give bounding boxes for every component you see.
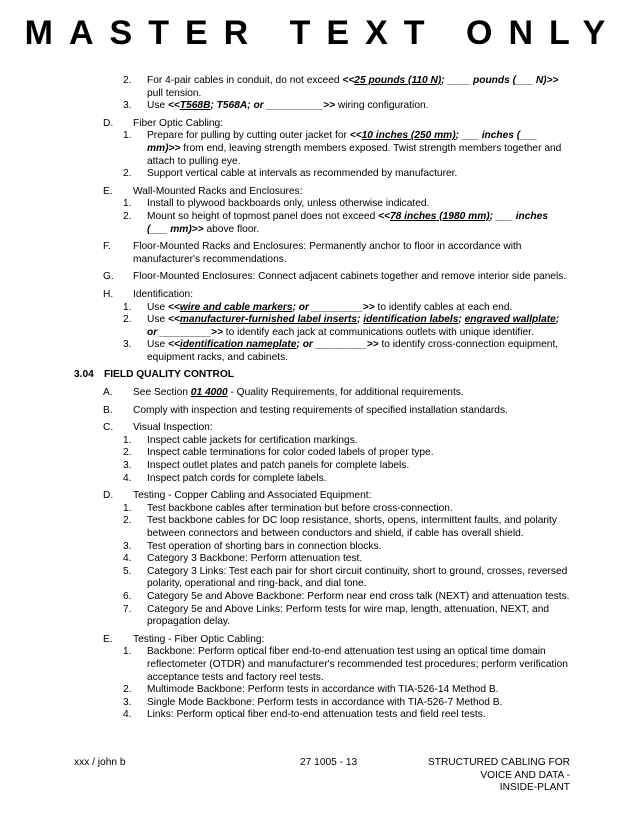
item-text [147, 447, 570, 460]
item-text [147, 566, 570, 591]
item-marker: E. [103, 633, 113, 645]
text-run: Links: Perform optical fiber end-to-end attenuation tests and field reel tests. [147, 709, 486, 721]
subparagraph-item [74, 473, 570, 486]
text-run: Inspect cable jackets for certification markings. [147, 434, 358, 446]
item-marker: 2. [123, 314, 132, 326]
item-marker: 3. [123, 540, 132, 552]
text-run: ; or _________>> [292, 301, 375, 313]
text-run: to identify cross-connection equipment, equipment racks, and cabinets. [147, 339, 559, 363]
text-run: above floor. [203, 223, 260, 235]
item-text [147, 709, 570, 722]
item-marker: 1. [123, 301, 132, 313]
subparagraph-item [74, 211, 570, 236]
footer-title-line: INSIDE-PLANT [499, 782, 570, 794]
text-run: Inspect patch cords for complete labels. [147, 472, 327, 484]
item-marker: 1. [123, 502, 132, 514]
text-run: Mount so height of topmost panel does not exceed [147, 210, 379, 222]
text-run: Inspect outlet plates and patch panels for complete labels. [147, 460, 410, 472]
item-text [147, 198, 570, 211]
text-run: Backbone: Perform optical fiber end-to-end attenuation test using an optical time domain reflectometer (OTDR) and manufacturer's recommended test procedures; perform verification acceptance tests and factory reel tests. [147, 646, 568, 683]
footer-section-title [400, 757, 570, 795]
option-text: identification nameplate [179, 339, 297, 351]
text-run: to identify cables at each end. [374, 301, 513, 313]
subparagraph-item [74, 314, 570, 339]
text-run: << [167, 339, 180, 351]
footer-title-line: STRUCTURED CABLING FOR [427, 757, 570, 768]
item-text [147, 75, 570, 100]
item-marker: 5. [123, 565, 132, 577]
item-text [147, 460, 570, 473]
subparagraph-item [74, 553, 570, 566]
option-text: identification labels [363, 314, 459, 326]
text-run: << [342, 75, 355, 86]
item-text [147, 435, 570, 448]
text-run: << [349, 130, 362, 142]
text-run: ; T568A; or __________>> [210, 100, 336, 112]
text-run: ; or _________>> [147, 314, 560, 338]
item-marker: G. [103, 271, 114, 283]
item-text [133, 118, 570, 131]
text-run: Inspect cable terminations for color coded labels of proper type. [147, 447, 434, 459]
item-text [147, 553, 570, 566]
text-run: Install to plywood backboards only, unless otherwise indicated. [147, 198, 430, 210]
item-marker: D. [103, 490, 114, 502]
item-marker: 2. [123, 168, 132, 180]
subparagraph-item [74, 604, 570, 629]
item-text [147, 168, 570, 181]
subparagraph-item [74, 646, 570, 684]
item-text [133, 405, 570, 418]
item-marker: 3. [123, 339, 132, 351]
text-run: Comply with inspection and testing requirements of specified installation standards. [133, 404, 508, 416]
item-text [133, 271, 570, 284]
text-run: ; [458, 314, 465, 326]
item-marker: 4. [123, 472, 132, 484]
item-marker: 2. [123, 447, 132, 459]
option-text: 10 inches (250 mm) [361, 130, 456, 142]
item-marker: H. [103, 288, 114, 300]
subparagraph-item [74, 198, 570, 211]
item-marker: 6. [123, 590, 132, 602]
text-run: Single Mode Backbone: Perform tests in accordance with TIA-526-7 Method B. [147, 696, 503, 708]
subparagraph-item [74, 709, 570, 722]
subparagraph-item [74, 503, 570, 516]
subparagraph-item [74, 168, 570, 181]
item-marker: F. [103, 241, 111, 253]
text-run: Use [147, 100, 168, 112]
item-marker: 2. [123, 210, 132, 222]
item-text [147, 211, 570, 236]
item-text [147, 473, 570, 486]
item-text [147, 503, 570, 516]
item-text [133, 422, 570, 435]
option-text: 25 pounds (110 N) [354, 75, 442, 86]
text-run: ; [357, 314, 364, 326]
subparagraph-item [74, 75, 570, 100]
option-text: 78 inches (1980 mm) [389, 210, 490, 222]
item-marker: 3.04 [74, 369, 94, 381]
item-text [147, 515, 570, 540]
item-marker: 3. [123, 696, 132, 708]
item-marker: 2. [123, 684, 132, 696]
text-run: Floor-Mounted Racks and Enclosures: Permanently anchor to floor in accordance with manufacturer's recommendations. [133, 241, 522, 265]
option-text: engraved wallplate [464, 314, 556, 326]
text-run: Fiber Optic Cabling: [133, 117, 224, 129]
paragraph-item [74, 118, 570, 131]
paragraph-item [74, 422, 570, 435]
item-marker: E. [103, 185, 113, 197]
item-text [147, 302, 570, 315]
subparagraph-item [74, 515, 570, 540]
text-run: Category 3 Backbone: Perform attenuation test. [147, 553, 363, 565]
text-run: ; ____ pounds (___ N)>> [441, 75, 559, 86]
subparagraph-item [74, 447, 570, 460]
item-text [104, 369, 570, 382]
item-text [133, 186, 570, 199]
paragraph-item [74, 241, 570, 266]
item-text [133, 634, 570, 647]
item-marker: D. [103, 117, 114, 129]
text-run: Multimode Backbone: Perform tests in accordance with TIA-526-14 Method B. [147, 684, 499, 696]
text-run: FIELD QUALITY CONTROL [104, 369, 234, 381]
subparagraph-item [74, 566, 570, 591]
subparagraph-item [74, 541, 570, 554]
item-marker: 3. [123, 460, 132, 472]
paragraph-item [74, 289, 570, 302]
subparagraph-item [74, 684, 570, 697]
item-marker: 4. [123, 709, 132, 721]
text-run: << [167, 314, 180, 326]
item-text [133, 289, 570, 302]
option-text: wire and cable markers [179, 301, 293, 313]
item-text [147, 684, 570, 697]
paragraph-item [74, 186, 570, 199]
text-run: ; or _________>> [296, 339, 379, 351]
item-text [147, 604, 570, 629]
subparagraph-item [74, 591, 570, 604]
text-run: << [167, 100, 180, 112]
item-text [133, 387, 570, 400]
item-marker: A. [103, 387, 113, 399]
text-run: Category 3 Links: Test each pair for short circuit continuity, short to ground, crosses, reversed polarity, operational and ring-back, and dial tone. [147, 565, 568, 590]
item-text [147, 591, 570, 604]
text-run: Use [147, 339, 168, 351]
text-run: pull tension. [147, 87, 202, 99]
subparagraph-item [74, 339, 570, 364]
text-run: Support vertical cable at intervals as recommended by manufacturer. [147, 168, 458, 180]
paragraph-item [74, 634, 570, 647]
text-run: Floor-Mounted Enclosures: Connect adjacent cabinets together and remove interior side panels. [133, 271, 567, 283]
paragraph-item [74, 405, 570, 418]
item-text [147, 697, 570, 710]
item-marker: C. [103, 422, 114, 434]
item-text [133, 241, 570, 266]
text-run: from end, leaving strength members exposed. Twist strength members together and attach to pulling eye. [147, 142, 562, 167]
item-marker: 1. [123, 130, 132, 142]
text-run: Testing - Fiber Optic Cabling: [133, 633, 265, 645]
item-text [147, 130, 570, 168]
text-run: Visual Inspection: [133, 422, 213, 434]
text-run: Identification: [133, 288, 194, 300]
item-text [147, 314, 570, 339]
option-text: manufacturer-furnished label inserts [179, 314, 358, 326]
option-text: T568B [179, 100, 211, 112]
item-text [133, 490, 570, 503]
footer-title-line: VOICE AND DATA - [480, 769, 570, 781]
text-run: - Quality Requirements, for additional requirements. [227, 387, 464, 399]
text-run: Test backbone cables after termination but before cross-connection. [147, 502, 453, 514]
document-body [74, 75, 570, 722]
text-run: Testing - Copper Cabling and Associated Equipment: [133, 490, 372, 502]
text-run: Prepare for pulling by cutting outer jacket for [147, 130, 350, 142]
text-run: << [378, 210, 390, 222]
item-marker: 3. [123, 100, 132, 112]
paragraph-item [74, 271, 570, 284]
item-marker: 2. [123, 75, 132, 86]
item-marker: 1. [123, 434, 132, 446]
subparagraph-item [74, 130, 570, 168]
subparagraph-item [74, 100, 570, 113]
text-run: Test backbone cables for DC loop resistance, shorts, opens, intermittent faults, and polarity between connectors and between conductors and shield, if cable has overall shield. [147, 515, 557, 539]
text-run: Wall-Mounted Racks and Enclosures: [133, 185, 303, 197]
footer-author: xxx / john b [74, 757, 126, 768]
section-heading [74, 369, 570, 382]
item-marker: 2. [123, 515, 132, 527]
text-run: Use [147, 314, 168, 326]
master-text-banner: MASTER TEXT ONLY [24, 14, 622, 52]
paragraph-item [74, 387, 570, 400]
subparagraph-item [74, 460, 570, 473]
subparagraph-item [74, 435, 570, 448]
text-run: to identify each jack at communications outlets with unique identifier. [222, 326, 534, 338]
text-run: << [167, 301, 180, 313]
option-text: 01 4000 [190, 387, 228, 399]
text-run: Category 5e and Above Backbone: Perform near end cross talk (NEXT) and attenuation tests. [147, 590, 570, 602]
item-text [147, 100, 570, 113]
item-marker: 1. [123, 198, 132, 210]
footer-page-number: 27 1005 - 13 [300, 757, 358, 768]
text-run: ; ___ inches (___ mm)>> [147, 130, 538, 154]
item-marker: 1. [123, 646, 132, 658]
text-run: Use [147, 301, 168, 313]
text-run: For 4-pair cables in conduit, do not exceed [147, 75, 343, 86]
text-run: Category 5e and Above Links: Perform tests for wire map, length, attenuation, NEXT, and propagation delay. [147, 603, 550, 628]
item-marker: 7. [123, 603, 132, 615]
item-marker: 4. [123, 553, 132, 565]
subparagraph-item [74, 302, 570, 315]
item-text [147, 541, 570, 554]
text-run: wiring configuration. [335, 100, 429, 112]
text-run: ; ___ inches (___ mm)>> [147, 210, 548, 235]
item-marker: B. [103, 404, 113, 416]
item-text [147, 646, 570, 684]
paragraph-item [74, 490, 570, 503]
subparagraph-item [74, 697, 570, 710]
text-run: See Section [133, 387, 191, 399]
item-text [147, 339, 570, 364]
text-run: Test operation of shorting bars in connection blocks. [147, 540, 382, 552]
